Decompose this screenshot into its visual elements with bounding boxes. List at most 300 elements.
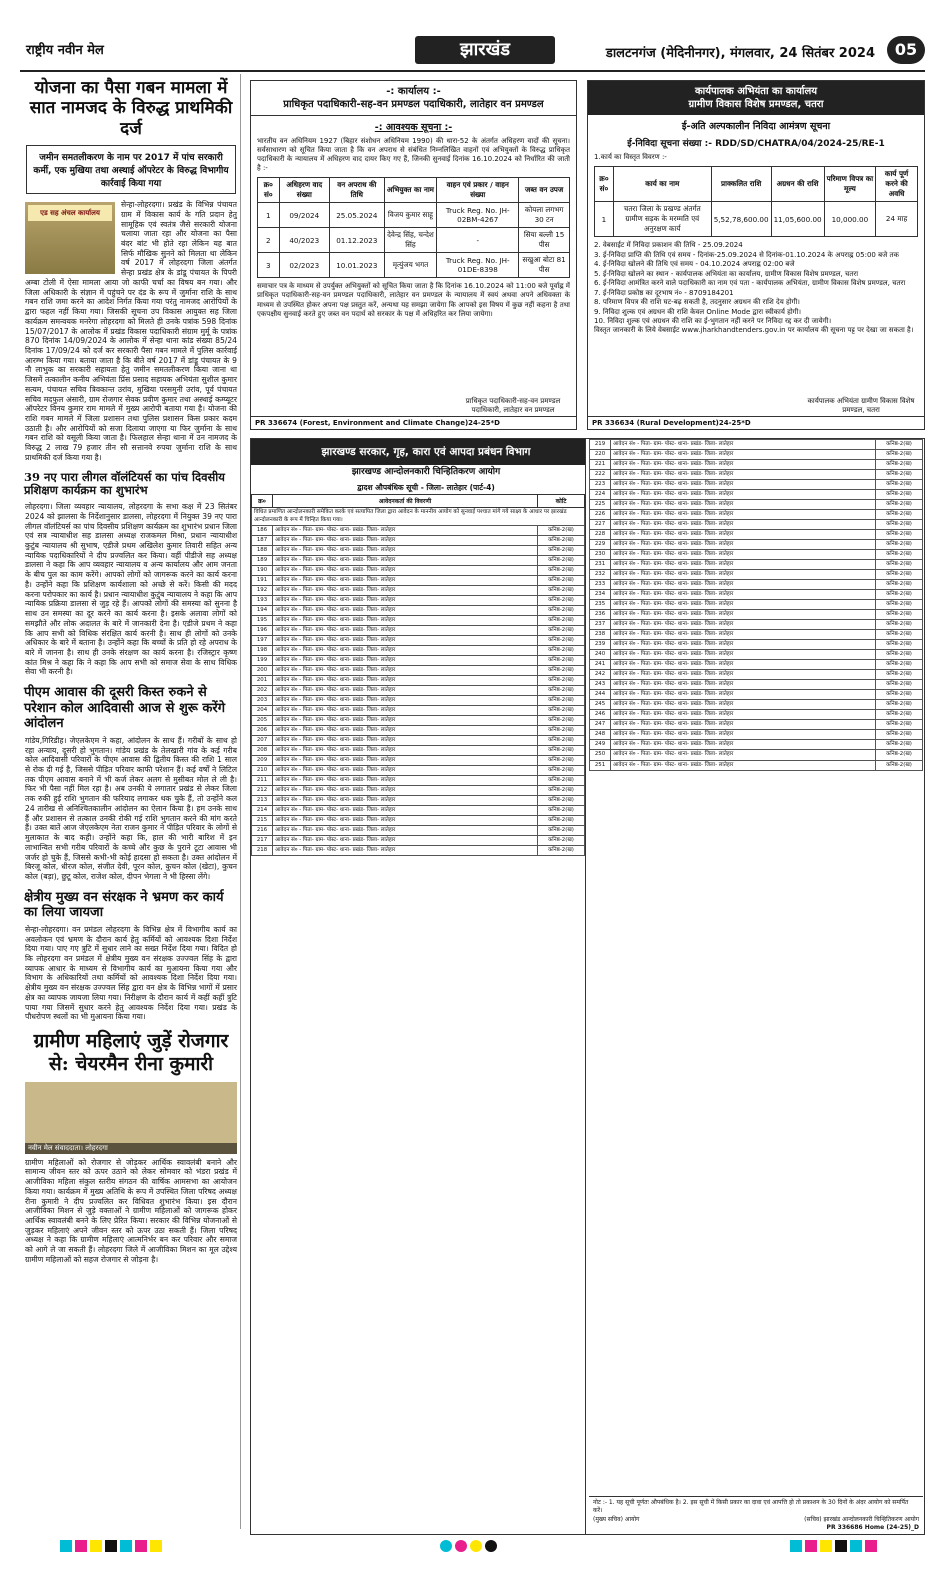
table-row xyxy=(252,796,585,806)
forest-notice-office: -: कार्यालय :- प्राधिकृत पदाधिकारी-सह-वन प्रमण्डल पदाधिकारी, लातेहार वन प्रमण्डल xyxy=(251,81,576,116)
row-details: आवेदन सं० - पिता- ग्राम- पोस्ट- थाना- प्रखंड- जिला- लातेहार xyxy=(273,826,538,836)
row-category: कनिष्ठ-2(ख) xyxy=(876,550,923,560)
row-serial: 241 xyxy=(590,660,611,670)
row-serial: 218 xyxy=(252,846,273,856)
forest-notice-closing: समाचार पत्र के माध्यम से उपर्युक्त अभियुक्तों को सूचित किया जाता है कि दिनांक 16.10.2024 को 11:00 बजे पूर्वाह्न में प्राधिकृत पदाधिकारी-सह-वन प्रमण्डल पदाधिकारी, लातेहार वन प्रमण्डल के न्यायालय में स्वयं अथवा अपने अधिवक्ता के माध्यम से उपस्थित होकर अपना पक्ष प्रस्तुत करें, अन्यथा यह समझा जायेगा कि आपको इस विषय में कुछ नहीं कहना है तथा एकपक्षीय सुनवाई करते हुए जब्त वन पदार्थ को सरकार के पक्ष में अधिहरित कर लिया जायेगा। xyxy=(257,282,570,318)
row-details: आवेदन सं० - पिता- ग्राम- पोस्ट- थाना- प्रखंड- जिला- लातेहार xyxy=(273,676,538,686)
row-category: कनिष्ठ-2(ख) xyxy=(876,500,923,510)
row-category: कनिष्ठ-2(ख) xyxy=(538,656,585,666)
row-details: आवेदन सं० - पिता- ग्राम- पोस्ट- थाना- प्रखंड- जिला- लातेहार xyxy=(273,566,538,576)
row-category: कनिष्ठ-2(ख) xyxy=(876,470,923,480)
row-category: कनिष्ठ-2(ख) xyxy=(876,690,923,700)
row-serial: 247 xyxy=(590,720,611,730)
row-details: आवेदन सं० - पिता- ग्राम- पोस्ट- थाना- प्रखंड- जिला- लातेहार xyxy=(611,760,876,770)
list-item: 7. ई-निविदा प्रकोष्ठ का दूरभाष नं० - 8709184201 xyxy=(594,288,734,297)
row-details: आवेदन सं० - पिता- ग्राम- पोस्ट- थाना- प्रखंड- जिला- लातेहार xyxy=(611,460,876,470)
row-category: कनिष्ठ-2(ख) xyxy=(538,686,585,696)
story3-headline: पीएम आवास की दूसरी किस्त रुकने से परेशान कोल आदिवासी आज से शुरू करेंगे आंदोलन xyxy=(24,685,226,732)
row-category: कनिष्ठ-2(ख) xyxy=(876,580,923,590)
row-serial: 216 xyxy=(252,826,273,836)
row-details: आवेदन सं० - पिता- ग्राम- पोस्ट- थाना- प्रखंड- जिला- लातेहार xyxy=(273,576,538,586)
table-row xyxy=(590,740,923,750)
row-category: कनिष्ठ-2(ख) xyxy=(538,796,585,806)
row-details: आवेदन सं० - पिता- ग्राम- पोस्ट- थाना- प्रखंड- जिला- लातेहार xyxy=(273,616,538,626)
table-row xyxy=(252,776,585,786)
table-row xyxy=(252,826,585,836)
row-details: आवेदन सं० - पिता- ग्राम- पोस्ट- थाना- प्रखंड- जिला- लातेहार xyxy=(611,560,876,570)
table-row xyxy=(252,746,585,756)
row-category: कनिष्ठ-2(ख) xyxy=(876,600,923,610)
print-color-bar-center xyxy=(440,1537,500,1549)
row-details: आवेदन सं० - पिता- ग्राम- पोस्ट- थाना- प्रखंड- जिला- लातेहार xyxy=(273,786,538,796)
row-category: कनिष्ठ-2(ख) xyxy=(538,836,585,846)
row-serial: 190 xyxy=(252,566,273,576)
table-row xyxy=(590,500,923,510)
row-serial: 213 xyxy=(252,796,273,806)
row-serial: 239 xyxy=(590,640,611,650)
table-row xyxy=(252,576,585,586)
row-details: आवेदन सं० - पिता- ग्राम- पोस्ट- थाना- प्रखंड- जिला- लातेहार xyxy=(611,570,876,580)
row-serial: 248 xyxy=(590,730,611,740)
print-color-bar-left xyxy=(60,1537,165,1549)
row-serial: 192 xyxy=(252,586,273,596)
table-row xyxy=(252,806,585,816)
story2-headline: 39 नए पारा लीगल वॉलंटियर्स का पांच दिवसीय प्रशिक्षण कार्यक्रम का शुभारंभ xyxy=(24,469,225,498)
row-details: आवेदन सं० - पिता- ग्राम- पोस्ट- थाना- प्रखंड- जिला- लातेहार xyxy=(273,636,538,646)
row-details: आवेदन सं० - पिता- ग्राम- पोस्ट- थाना- प्रखंड- जिला- लातेहार xyxy=(611,610,876,620)
row-category: कनिष्ठ-2(ख) xyxy=(876,480,923,490)
table-row xyxy=(252,696,585,706)
row-category: कनिष्ठ-2(ख) xyxy=(876,570,923,580)
table-row xyxy=(252,726,585,736)
row-category: कनिष्ठ-2(ख) xyxy=(538,666,585,676)
story4-headline: क्षेत्रीय मुख्य वन संरक्षक ने भ्रमण कर कार्य का लिया जायजा xyxy=(24,889,224,921)
row-serial: 223 xyxy=(590,480,611,490)
home-notice-left-column xyxy=(251,439,586,1534)
row-category: कनिष्ठ-2(ख) xyxy=(876,460,923,470)
paper-name: राष्ट्रीय नवीन मेल xyxy=(26,43,104,58)
row-category: कनिष्ठ-2(ख) xyxy=(538,736,585,746)
row-serial: 234 xyxy=(590,590,611,600)
story5-headline: ग्रामीण महिलाएं जुड़ें रोजगार से: चेयरमैन रीना कुमारी xyxy=(33,1030,229,1075)
dateline: डालटनगंज (मेदिनीनगर), मंगलवार, 24 सितंबर 2024 xyxy=(605,46,875,61)
row-details: आवेदन सं० - पिता- ग्राम- पोस्ट- थाना- प्रखंड- जिला- लातेहार xyxy=(611,650,876,660)
home-notice-signature-right: (सचिव) झारखंड आन्दोलनकारी चिन्हितिकरण आयोग xyxy=(804,1516,919,1524)
row-details: आवेदन सं० - पिता- ग्राम- पोस्ट- थाना- प्रखंड- जिला- लातेहार xyxy=(273,836,538,846)
row-serial: 187 xyxy=(252,535,273,545)
row-serial: 246 xyxy=(590,710,611,720)
table-row xyxy=(252,656,585,666)
table-row xyxy=(590,490,923,500)
table-row xyxy=(252,525,585,535)
row-details: आवेदन सं० - पिता- ग्राम- पोस्ट- थाना- प्रखंड- जिला- लातेहार xyxy=(611,580,876,590)
row-category: कनिष्ठ-2(ख) xyxy=(538,626,585,636)
row-details: आवेदन सं० - पिता- ग्राम- पोस्ट- थाना- प्रखंड- जिला- लातेहार xyxy=(611,600,876,610)
row-serial: 251 xyxy=(590,760,611,770)
row-serial: 232 xyxy=(590,570,611,580)
home-notice-header: झारखण्ड सरकार, गृह, कारा एवं आपदा प्रबंधन विभाग xyxy=(251,439,586,465)
row-serial: 199 xyxy=(252,656,273,666)
row-category: कनिष्ठ-2(ख) xyxy=(538,806,585,816)
rural-notice xyxy=(587,80,925,430)
row-details: आवेदन सं० - पिता- ग्राम- पोस्ट- थाना- प्रखंड- जिला- लातेहार xyxy=(611,660,876,670)
row-serial: 245 xyxy=(590,700,611,710)
table-row xyxy=(590,450,923,460)
table-row xyxy=(590,680,923,690)
row-category: कनिष्ठ-2(ख) xyxy=(538,726,585,736)
table-row xyxy=(590,640,923,650)
row-serial: 188 xyxy=(252,546,273,556)
table-row xyxy=(252,786,585,796)
row-serial: 244 xyxy=(590,690,611,700)
table-row xyxy=(252,636,585,646)
row-category: कनिष्ठ-2(ख) xyxy=(538,586,585,596)
row-serial: 186 xyxy=(252,525,273,535)
row-serial: 250 xyxy=(590,750,611,760)
row-serial: 209 xyxy=(252,756,273,766)
row-details: आवेदन सं० - पिता- ग्राम- पोस्ट- थाना- प्रखंड- जिला- लातेहार xyxy=(273,776,538,786)
forest-notice-pr: PR 336674 (Forest, Environment and Climate Change)24-25*D xyxy=(251,416,576,429)
home-notice-pr: PR 336686 Home (24-25)_D xyxy=(826,1524,919,1532)
row-category: कनिष्ठ-2(ख) xyxy=(876,660,923,670)
page-number: 05 xyxy=(887,36,925,64)
row-details: आवेदन सं० - पिता- ग्राम- पोस्ट- थाना- प्रखंड- जिला- लातेहार xyxy=(273,666,538,676)
row-serial: 198 xyxy=(252,646,273,656)
row-details: आवेदन सं० - पिता- ग्राम- पोस्ट- थाना- प्रखंड- जिला- लातेहार xyxy=(611,640,876,650)
table-row xyxy=(252,716,585,726)
row-details: आवेदन सं० - पिता- ग्राम- पोस्ट- थाना- प्रखंड- जिला- लातेहार xyxy=(611,710,876,720)
table-row xyxy=(590,570,923,580)
row-serial: 189 xyxy=(252,556,273,566)
list-item: विस्तृत जानकारी के लिये वेबसाईट www.jharkhandtenders.gov.in पर कार्यालय की सूचना पट्ट पर देखा जा सकता है। xyxy=(594,326,914,335)
table-row xyxy=(590,540,923,550)
list-item: 8. परिमाण विपत्र की राशि घट-बढ़ सकती है, तदनुसार अग्रधन की राशि देय होगी। xyxy=(594,298,800,307)
list-item: 3. ई-निविदा प्राप्ति की तिथि एवं समय - दिनांक-25.09.2024 से दिनांक-01.10.2024 के अपराह्न 05:00 बजे तक xyxy=(594,250,899,259)
row-serial: 225 xyxy=(590,500,611,510)
table-row xyxy=(590,600,923,610)
story1-headline: योजना का पैसा गबन मामला में सात नामजद के विरुद्ध प्राथमिकी दर्ज xyxy=(29,78,233,139)
forest-notice-table: क्र० सं० अधिहरण वाद संख्या वन अपराध की तिथि अभियुक्त का नाम वाहन एवं प्रकार / वाहन संख्या जब्त वन उपज 1 09/2024 25.05.2024 विजय कुमार साहू Truck Reg. No. JH-02BM-4267 कोयला लगभग 30 टन 2 40/2023 01.12.2023 देवेन्द्र सिंह, चन्देश सिंह - सिया बल्ली 15 पीस 3 02/2023 10.01.2023 मृत्युंजय भगत Truck Reg. No. JH-01DE-8398 सखुआ बोटा 81 पीस xyxy=(257,177,570,278)
row-category: कनिष्ठ-2(ख) xyxy=(876,440,923,450)
row-serial: 230 xyxy=(590,550,611,560)
rural-notice-pr: PR 336634 (Rural Development)24-25*D xyxy=(588,416,924,429)
table-row xyxy=(590,730,923,740)
row-serial: 222 xyxy=(590,470,611,480)
rural-notice-tender-no: ई-निविदा सूचना संख्या :- RDD/SD/CHATRA/04/2024-25/RE-1 xyxy=(627,139,885,149)
row-category: कनिष्ठ-2(ख) xyxy=(876,450,923,460)
row-serial: 203 xyxy=(252,696,273,706)
row-category: कनिष्ठ-2(ख) xyxy=(876,680,923,690)
table-row xyxy=(590,530,923,540)
section-title: झारखंड xyxy=(415,36,555,64)
story5-photo-caption: नवीन मेल संवाददाता। लोहरदगा xyxy=(25,1143,237,1154)
row-details: आवेदन सं० - पिता- ग्राम- पोस्ट- थाना- प्रखंड- जिला- लातेहार xyxy=(611,700,876,710)
row-serial: 215 xyxy=(252,816,273,826)
row-details: आवेदन सं० - पिता- ग्राम- पोस्ट- थाना- प्रखंड- जिला- लातेहार xyxy=(273,596,538,606)
row-details: आवेदन सं० - पिता- ग्राम- पोस्ट- थाना- प्रखंड- जिला- लातेहार xyxy=(273,756,538,766)
row-serial: 204 xyxy=(252,706,273,716)
row-details: आवेदन सं० - पिता- ग्राम- पोस्ट- थाना- प्रखंड- जिला- लातेहार xyxy=(273,626,538,636)
row-serial: 217 xyxy=(252,836,273,846)
home-notice-footer: नोट :- 1. यह सूची पूर्णतः औपबंधिक है। 2. इस सूची में किसी प्रकार का दावा एवं आपत्ति हो तो प्रकाशन के 30 दिनों के अंदर आयोग को समर्पित करें। (मुख्य सचिव) आयोग (सचिव) झारखंड आन्दोलनकारी चिन्हितिकरण आयोग PR 336686 Home (24-25)_D xyxy=(589,1496,923,1534)
forest-notice-title: -: आवश्यक सूचना :- xyxy=(374,122,453,133)
row-details: आवेदन सं० - पिता- ग्राम- पोस्ट- थाना- प्रखंड- जिला- लातेहार xyxy=(611,480,876,490)
table-row xyxy=(252,646,585,656)
table-row xyxy=(252,676,585,686)
row-category: कनिष्ठ-2(ख) xyxy=(876,490,923,500)
row-serial: 233 xyxy=(590,580,611,590)
row-category: कनिष्ठ-2(ख) xyxy=(538,696,585,706)
row-serial: 226 xyxy=(590,510,611,520)
row-category: कनिष्ठ-2(ख) xyxy=(876,610,923,620)
table-row xyxy=(590,610,923,620)
rural-notice-items xyxy=(588,241,924,335)
table-row xyxy=(590,590,923,600)
table-row xyxy=(252,546,585,556)
home-notice-intro: विधित प्रमाणित आन्दोलनकारी समेकित करके एवं सत्यापित जिला द्वारा आवेदन के माननीय आयोग को सुनवाई पश्चात मांगे गये साक्ष्य के आधार पर झारखंड आन्दोलनकारी के रूप में चिन्हित किया गया। xyxy=(252,508,585,526)
row-details: आवेदन सं० - पिता- ग्राम- पोस्ट- थाना- प्रखंड- जिला- लातेहार xyxy=(273,586,538,596)
table-row xyxy=(252,816,585,826)
row-serial: 210 xyxy=(252,766,273,776)
story3-body: गांडेय,गिरिडीह। जेएलकेएम ने कहा, आंदोलन के साथ हैं। गरीबों के साथ हो रहा अन्याय, दूसरी हो भुगतान। गांडेय प्रखंड के तेलखारी गांव के कई गरीब कोल आदिवासी परिवारों के पीएम आवास की द्वितीय किस्त की राशि 1 साल से रोक दी गई है, जिससे पीड़ित परिवार काफी परेशान हैं। कई वर्षों ने लिटिल तक पीएम आवास बनाने में भी कर्ज लेकर अलग से मुसीबत मोल ले ली है। फिर भी पैसा नहीं मिल रहा है। अब उनकी ये लगातार प्रखंड से लेकर जिला तक रुकी हुई राशि भुगतान की फरियाद लगाकर थक चुके हैं, तो उन्होंने कल 24 तारीख से अनिश्चितकालीन आंदोलन का ऐलान किया है। हम उनके साथ हैं और प्रशासन से तत्काल उनकी रोकी गई राशि भुगतान करने की मांग करते हैं। उक्त बातें आज जेएलकेएम नेता राजन कुमार ने पीड़ित परिवार के लोगों से मुलाकात के बाद कही। उन्होंने कहा कि, हाल की भारी बारिश में इन लाभान्वित सभी गरीब परिवारों के कच्चे और कुछ के पुराने टूटा आवास भी जर्जर हो चुके हैं, जिससे कभी-भी कोई हादसा हो सकता है। उक्त आंदोलन में बिरजू कोल, धीरज कोल, संजीत देवी, पूरन कोल, कुचन कोल (खेटा), कुचन कोल (बड़ा), छुटू कोल, राजेश कोल, दीपन भेगला ने भी हिस्सा लेंगे। xyxy=(25,735,237,881)
table-row: 2 40/2023 01.12.2023 देवेन्द्र सिंह, चन्देश सिंह - सिया बल्ली 15 पीस xyxy=(258,228,570,253)
table-row xyxy=(252,616,585,626)
row-category: कनिष्ठ-2(ख) xyxy=(876,740,923,750)
list-item: 5. ई-निविदा खोलने का स्थान - कार्यपालक अभियंता का कार्यालय, ग्रामीण विकास विशेष प्रमण्डल, चतरा xyxy=(594,269,859,278)
row-category: कनिष्ठ-2(ख) xyxy=(876,630,923,640)
table-row xyxy=(590,700,923,710)
row-category: कनिष्ठ-2(ख) xyxy=(538,596,585,606)
rural-notice-office: कार्यपालक अभियंता का कार्यालय ग्रामीण विकास विशेष प्रमण्डल, चतरा xyxy=(588,81,924,115)
table-row xyxy=(590,550,923,560)
row-serial: 212 xyxy=(252,786,273,796)
story5-body: ग्रामीण महिलाओं को रोजगार से जोड़कर आर्थिक स्वावलंबी बनाने और सामान्य जीवन स्तर को ऊपर उठाने को लेकर सोमवार को भंडरा प्रखंड में आजीविका महिला संकुल स्तरीय संगठन की वार्षिक आमसभा का आयोजन किया गया। कार्यक्रम में मुख्य अतिथि के रूप में उपस्थित जिला परिषद अध्यक्ष रीना कुमारी ने दीप प्रज्वलित कर विधिवत शुभारंभ किया। इस दौरान आजीविका मिशन से जुड़े वक्ताओं ने ग्रामीण महिलाओं को जागरूक होकर आर्थिक स्वावलंबी बनने के लिए प्रेरित किया। सरकार की विभिन्न योजनाओं से जुड़कर महिलाएं अपने जीवन स्तर को ऊपर उठा सकती हैं। जिला परिषद अध्यक्ष ने कहा कि ग्रामीण महिलाएं आत्मनिर्भर बन कर परिवार और समाज को आगे ले जा सकती हैं। लोहरदगा जिले में आजीविका मिशन का मूल उद्देश्य ग्रामीण महिलाओं को सहज रोजगार से जोड़ना है। xyxy=(25,1157,237,1264)
row-category: कनिष्ठ-2(ख) xyxy=(538,746,585,756)
table-row xyxy=(252,556,585,566)
row-category: कनिष्ठ-2(ख) xyxy=(538,616,585,626)
table-row xyxy=(590,710,923,720)
row-serial: 211 xyxy=(252,776,273,786)
row-details: आवेदन सं० - पिता- ग्राम- पोस्ट- थाना- प्रखंड- जिला- लातेहार xyxy=(611,730,876,740)
row-serial: 237 xyxy=(590,620,611,630)
row-details: आवेदन सं० - पिता- ग्राम- पोस्ट- थाना- प्रखंड- जिला- लातेहार xyxy=(273,646,538,656)
row-details: आवेदन सं० - पिता- ग्राम- पोस्ट- थाना- प्रखंड- जिला- लातेहार xyxy=(273,556,538,566)
story1-subhead: जमीन समतलीकरण के नाम पर 2017 में पांच सरकारी कर्मी, एक मुखिया तथा अस्थाई ऑपरेटर के विरुद्ध विभागीय कार्रवाई किया गया xyxy=(26,145,236,194)
row-details: आवेदन सं० - पिता- ग्राम- पोस्ट- थाना- प्रखंड- जिला- लातेहार xyxy=(611,440,876,450)
row-details: आवेदन सं० - पिता- ग्राम- पोस्ट- थाना- प्रखंड- जिला- लातेहार xyxy=(611,500,876,510)
table-row xyxy=(590,750,923,760)
row-details: आवेदन सं० - पिता- ग्राम- पोस्ट- थाना- प्रखंड- जिला- लातेहार xyxy=(273,846,538,856)
table-row xyxy=(590,510,923,520)
table-row xyxy=(590,560,923,570)
row-category: कनिष्ठ-2(ख) xyxy=(876,540,923,550)
row-category: कनिष्ठ-2(ख) xyxy=(876,650,923,660)
row-details: आवेदन सं० - पिता- ग्राम- पोस्ट- थाना- प्रखंड- जिला- लातेहार xyxy=(273,796,538,806)
row-details: आवेदन सं० - पिता- ग्राम- पोस्ट- थाना- प्रखंड- जिला- लातेहार xyxy=(273,766,538,776)
row-category: कनिष्ठ-2(ख) xyxy=(538,706,585,716)
home-notice-right-column xyxy=(589,439,923,1534)
row-details: आवेदन सं० - पिता- ग्राम- पोस्ट- थाना- प्रखंड- जिला- लातेहार xyxy=(611,750,876,760)
row-category: कनिष्ठ-2(ख) xyxy=(876,720,923,730)
row-details: आवेदन सं० - पिता- ग्राम- पोस्ट- थाना- प्रखंड- जिला- लातेहार xyxy=(273,746,538,756)
row-category: कनिष्ठ-2(ख) xyxy=(538,766,585,776)
table-row xyxy=(252,706,585,716)
row-category: कनिष्ठ-2(ख) xyxy=(876,510,923,520)
row-category: कनिष्ठ-2(ख) xyxy=(876,750,923,760)
row-serial: 201 xyxy=(252,676,273,686)
table-row xyxy=(252,686,585,696)
row-details: आवेदन सं० - पिता- ग्राम- पोस्ट- थाना- प्रखंड- जिला- लातेहार xyxy=(273,535,538,545)
row-serial: 191 xyxy=(252,576,273,586)
row-details: आवेदन सं० - पिता- ग्राम- पोस्ट- थाना- प्रखंड- जिला- लातेहार xyxy=(611,520,876,530)
table-row xyxy=(590,690,923,700)
row-category: कनिष्ठ-2(ख) xyxy=(876,760,923,770)
rural-notice-work-label: 1.कार्य का विस्तृत विवरण :- xyxy=(594,153,667,161)
rural-notice-table: क्र० सं० कार्य का नाम प्राक्कलित राशि अग्रधन की राशि परिमाण विपत्र का मूल्य कार्य पूर्ण करने की अवधि 1 चतरा जिला के प्रखण्ड अंतर्गत ग्रामीण सड़क के मरम्मति एवं अनुरक्षण कार्य 5,52,78,600.00 11,05,600.00 10,000.00 24 माह xyxy=(594,166,918,237)
home-notice-subheader: झारखण्ड आन्दोलनकारी चिन्हितिकरण आयोग xyxy=(351,467,501,477)
table-row xyxy=(590,620,923,630)
row-details: आवेदन सं० - पिता- ग्राम- पोस्ट- थाना- प्रखंड- जिला- लातेहार xyxy=(273,726,538,736)
row-details: आवेदन सं० - पिता- ग्राम- पोस्ट- थाना- प्रखंड- जिला- लातेहार xyxy=(611,630,876,640)
row-category: कनिष्ठ-2(ख) xyxy=(538,816,585,826)
table-row: 1 चतरा जिला के प्रखण्ड अंतर्गत ग्रामीण सड़क के मरम्मति एवं अनुरक्षण कार्य 5,52,78,600.00 11,05,600.00 10,000.00 24 माह xyxy=(595,202,918,237)
row-category: कनिष्ठ-2(ख) xyxy=(538,546,585,556)
row-serial: 229 xyxy=(590,540,611,550)
list-item: 4. ई-निविदा खोलने की तिथि एवं समय - 04.10.2024 अपराह्न 02:00 बजे xyxy=(594,260,795,269)
row-serial: 200 xyxy=(252,666,273,676)
row-details: आवेदन सं० - पिता- ग्राम- पोस्ट- थाना- प्रखंड- जिला- लातेहार xyxy=(611,690,876,700)
row-details: आवेदन सं० - पिता- ग्राम- पोस्ट- थाना- प्रखंड- जिला- लातेहार xyxy=(611,540,876,550)
row-details: आवेदन सं० - पिता- ग्राम- पोस्ट- थाना- प्रखंड- जिला- लातेहार xyxy=(273,816,538,826)
row-serial: 243 xyxy=(590,680,611,690)
row-serial: 194 xyxy=(252,606,273,616)
story2-body: लोहरदगा। जिला व्यवहार न्यायालय, लोहरदगा के सभा कक्ष में 23 सितंबर 2024 को झालसा के निर्देशानुसार डालसा, लोहरदगा में नियुक्त 39 नए पारा लीगल वॉलंटियर्स का पांच दिवसीय प्रशिक्षण कार्यक्रम का शुभारंभ प्रधान जिला एवं सत्र न्यायाधीश सह डालसा अध्यक्ष राजकमल मिश्रा, प्रधान न्यायाधीश कुटुंब न्यायालय श्री सुभाष, एडीजे प्रथम अखिलेश कुमार तिवारी सहित अन्य न्यायिक पदाधिकारियों ने दीप प्रज्वलित कर किया। वहीं पीडीजे सह अध्यक्ष डालसा ने कहा कि आप व्यवहार न्यायालय व अन्य कार्यालय और आम जनता के बीच पुल का काम करेंगे। आपको लोगों को जागरूक करने का कार्य करना है। उन्होंने कहा कि प्रशिक्षण कार्यशाला को अच्छे से करें। किसी की मदद करना परोपकार का कार्य है। प्रधान न्यायाधीश कुटुंब न्यायालय ने कहा कि आप न्यायिक प्रक्रिया डालसा से जुड़ रहे हैं। आपको लोगों की समस्या को सुनना है साथ उन समस्या का दूर करने का कार्य करना है। इसके अलावा लोगों को समझौते और लोक अदालत के बारे में जानकारी देना है। एडीजे प्रथम ने कहा कि आप सभी को विधिक संरक्षित कार्य करनी है। साथ ही लोगों को उनके अधिकार के बारे में बताना है। उन्होंने कहा कि बच्चों के प्रति हो रहे अपराध के बारे में जानना है। साथ ही उनके संरक्षण का कार्य करना है। रजिस्ट्रार कृष्ण कांत मिश्र ने कहा कि ने कहा कि आप सभी को समाज सेवा के साथ विधिक सेवा भी करनी है। xyxy=(25,502,238,677)
forest-notice-intro: भारतीय वन अधिनियम 1927 (बिहार संशोधन अधिनियम 1990) की धारा-52 के अंतर्गत अधिहरण वादों की सूचना। सर्वसाधारण को सूचित किया जाता है कि वन अपराध से संबंधित निम्नलिखित वाहनों एवं अभियुक्तों के विरुद्ध प्राधिकृत पदाधिकारी के न्यायालय में अधिहरण वाद दायर किए गए हैं, जिनकी सुनवाई दिनांक 16.10.2024 को निर्धारित की जाती है :- xyxy=(257,137,570,173)
row-category: कनिष्ठ-2(ख) xyxy=(538,786,585,796)
row-details: आवेदन सं० - पिता- ग्राम- पोस्ट- थाना- प्रखंड- जिला- लातेहार xyxy=(611,550,876,560)
row-category: कनिष्ठ-2(ख) xyxy=(876,520,923,530)
row-serial: 240 xyxy=(590,650,611,660)
row-serial: 228 xyxy=(590,530,611,540)
row-category: कनिष्ठ-2(ख) xyxy=(538,716,585,726)
row-category: कनिष्ठ-2(ख) xyxy=(538,556,585,566)
table-row: 1 09/2024 25.05.2024 विजय कुमार साहू Truck Reg. No. JH-02BM-4267 कोयला लगभग 30 टन xyxy=(258,203,570,228)
table-row xyxy=(590,630,923,640)
table-row xyxy=(590,580,923,590)
row-details: आवेदन सं० - पिता- ग्राम- पोस्ट- थाना- प्रखंड- जिला- लातेहार xyxy=(273,686,538,696)
table-row xyxy=(252,606,585,616)
table-row xyxy=(252,836,585,846)
row-serial: 196 xyxy=(252,626,273,636)
list-item: 6. ई-निविदा आमंत्रित करने वाले पदाधिकारी का नाम एवं पता - कार्यपालक अभियंता, ग्रामीण विकास विशेष प्रमण्डल, चतरा xyxy=(594,279,906,288)
list-item: 9. निविदा शुल्क एवं अग्रधन की राशि केवल Online Mode द्वारा स्वीकार्य होगी। xyxy=(594,307,802,316)
row-details: आवेदन सं० - पिता- ग्राम- पोस्ट- थाना- प्रखंड- जिला- लातेहार xyxy=(611,530,876,540)
row-category: कनिष्ठ-2(ख) xyxy=(538,846,585,856)
row-category: कनिष्ठ-2(ख) xyxy=(538,826,585,836)
table-row xyxy=(252,756,585,766)
row-serial: 238 xyxy=(590,630,611,640)
row-category: कनिष्ठ-2(ख) xyxy=(538,606,585,616)
row-serial: 235 xyxy=(590,600,611,610)
table-row xyxy=(590,760,923,770)
row-serial: 236 xyxy=(590,610,611,620)
forest-notice-signature: प्राधिकृत पदाधिकारी-सह-वन प्रमण्डल पदाधिकारी, लातेहार वन प्रमण्डल xyxy=(465,396,561,414)
home-notice-right-table xyxy=(589,439,923,771)
row-category: कनिष्ठ-2(ख) xyxy=(538,676,585,686)
home-dept-notice xyxy=(250,438,925,1535)
home-notice-list-title: द्वादश औपबंधिक सूची - जिला- लातेहार (पार्ट-4) xyxy=(357,482,495,492)
row-category: कनिष्ठ-2(ख) xyxy=(876,620,923,630)
table-row xyxy=(590,460,923,470)
row-serial: 193 xyxy=(252,596,273,606)
list-item: 2. वेबसाईट में निविदा प्रकाशन की तिथि - 25.09.2024 xyxy=(594,241,743,250)
row-serial: 227 xyxy=(590,520,611,530)
home-notice-signature-left: (मुख्य सचिव) आयोग xyxy=(593,1516,640,1524)
rural-notice-tender-title: ई-अति अल्पकालीन निविदा आमंत्रण सूचना xyxy=(681,121,831,132)
table-row xyxy=(252,596,585,606)
row-serial: 224 xyxy=(590,490,611,500)
story5-photo xyxy=(25,1082,237,1154)
row-category: कनिष्ठ-2(ख) xyxy=(538,566,585,576)
row-details: आवेदन सं० - पिता- ग्राम- पोस्ट- थाना- प्रखंड- जिला- लातेहार xyxy=(611,670,876,680)
row-serial: 205 xyxy=(252,716,273,726)
row-category: कनिष्ठ-2(ख) xyxy=(876,670,923,680)
row-serial: 208 xyxy=(252,746,273,756)
story4-body: सेन्हा-लोहरदगा। वन प्रमंडल लोहरदगा के विभिन्न क्षेत्र में विभागीय कार्य का अवलोकन एवं भ्रमण के दौरान कार्य हेतु कर्मियों को आवश्यक दिशा निर्देश दिया गया। पाए गए त्रुटि में सुधार लाने का सख्त निर्देश दिया गया। विदित हो कि लोहरदगा वन प्रमंडल में क्षेत्रीय मुख्य वन संरक्षक उज्ज्वल सिंह के द्वारा व्यापक आधार के माध्यम से विभागीय कार्य का मुआयना किया गया और विभाग के अधिकारियों तथा कर्मियों को आवश्यक दिशा निर्देश दिया गया। क्षेत्रीय मुख्य वन संरक्षक उज्ज्वल सिंह द्वारा वन क्षेत्र के विभिन्न भागों में प्रसार क्षेत्र का व्यापक जायजा लिया गया। निरीक्षण के दौरान कार्य में कहीं कहीं त्रुटि पाया गया जिसमें सुधार करने हेतु आवश्यक निर्देश दिया गया। प्रखंड के पौधरोपण स्थलों का भी मुआयना किया गया। xyxy=(25,924,237,1022)
table-row xyxy=(590,470,923,480)
row-category: कनिष्ठ-2(ख) xyxy=(876,590,923,600)
forest-notice xyxy=(250,80,577,430)
table-row xyxy=(252,586,585,596)
table-row xyxy=(252,566,585,576)
row-serial: 242 xyxy=(590,670,611,680)
row-category: कनिष्ठ-2(ख) xyxy=(538,756,585,766)
row-serial: 206 xyxy=(252,726,273,736)
row-serial: 219 xyxy=(590,440,611,450)
story1-body: सेन्हा-लोहरदगा। प्रखंड के विभिन्न पंचायत ग्राम में विकास कार्य के गति प्रदान हेतु सामूहिक एवं स्वतंत्र जैसे सरकारी योजना चलाया जाता रहा और योजना का पैसा बंदर बांट भी होते रहा लेकिन यह बात सिर्फ मौखिक सुनने को मिलता था लेकिन वर्ष 2017 में लोहरदगा जिला अंतर्गत सेन्हा प्रखंड क्षेत्र के डांडू पंचायत के पिपरी अम्बा टोली में ऐसा मामला आया जो काफी चर्चा का विषय बन गया। और जिला अधिकारी के संज्ञान में पहुंचने पर दंड के रूप में जुर्माना राशि के साथ गबन राशि जमा करने का आदेश निर्गत किया गया परंतु नामजद आरोपियों के द्वारा फहल नहीं किया गया। जिसकी सूचना उप विकास आयुक्त सह जिला कार्यक्रम समन्वयक मनरेगा लोहरदगा को मिलते ही उनके पत्रांक 598 दिनांक 15/07/2017 के आलोक में प्रखंड विकास पदाधिकारी संग्राम मुर्मू के पत्रांक 870 दिनांक 14/09/2024 के आलोक में सेन्हा थाना कांड संख्या 85/24 दिनांक 17/09/24 को दर्ज कर सरकारी पैसा गबन मामले में पुलिस कार्रवाई आरम्भ किया गया। बताया जाता है कि बीते वर्ष 2017 में डांडू पंचायत के 9 नौ लाभुक का सरकारी सहायता हेतु जमीन समतलीकरण किया जाना था जिसमें तत्कालीन कनीय अभियंता प्रिंस प्रसाद सहायक अभियंता सुशील कुमार सत्यम, पंचायत सचिव त्रिवकान्त उरांव, मुखिया परसमुनी उरांव, पूर्व पंचायत सचिव मदफुल अंसारी, ग्राम रोजगार सेवक प्रवीण कुमार तथा अस्थाई कम्प्यूटर ऑपरेटर विनय कुमार राम मामले में मुख्य आरोपी बताया गया है। योजना की राशि गबन मामले में जिला प्रशासन तथा पुलिस प्रशासन किस प्रकार कदम उठाती है। और आरोपियों को सजा दिलाया जाएगा या फिर जुर्माना के साथ गबन राशि को वसूली किया जाता है। फिलहाल सेन्हा थाना में उन नामजद के विरुद्ध 2 लाख 79 हजार तीन सौ सत्तानवे रुपया जुर्माना राशि के साथ प्राथमिकी दर्ज किया गया है। xyxy=(25,200,237,462)
table-row xyxy=(590,520,923,530)
row-category: कनिष्ठ-2(ख) xyxy=(876,530,923,540)
row-serial: 231 xyxy=(590,560,611,570)
story1-photo xyxy=(25,202,115,274)
table-row xyxy=(252,626,585,636)
table-row: 3 02/2023 10.01.2023 मृत्युंजय भगत Truck Reg. No. JH-01DE-8398 सखुआ बोटा 81 पीस xyxy=(258,253,570,278)
row-details: आवेदन सं० - पिता- ग्राम- पोस्ट- थाना- प्रखंड- जिला- लातेहार xyxy=(611,590,876,600)
row-details: आवेदन सं० - पिता- ग्राम- पोस्ट- थाना- प्रखंड- जिला- लातेहार xyxy=(273,736,538,746)
row-serial: 220 xyxy=(590,450,611,460)
row-serial: 197 xyxy=(252,636,273,646)
row-category: कनिष्ठ-2(ख) xyxy=(538,576,585,586)
row-serial: 214 xyxy=(252,806,273,816)
row-category: कनिष्ठ-2(ख) xyxy=(538,636,585,646)
row-serial: 249 xyxy=(590,740,611,750)
rural-notice-signature: कार्यपालक अभियंता ग्रामीण विकास विशेष प्रमण्डल, चतरा xyxy=(807,396,915,414)
table-row xyxy=(590,670,923,680)
row-details: आवेदन सं० - पिता- ग्राम- पोस्ट- थाना- प्रखंड- जिला- लातेहार xyxy=(611,510,876,520)
row-category: कनिष्ठ-2(ख) xyxy=(876,640,923,650)
list-item: 10. निविदा शुल्क एवं अग्रधन की राशि का ई-भुगतान नहीं करने पर निविदा रद्द कर दी जायेगी। xyxy=(594,316,832,325)
left-news-column xyxy=(22,74,241,1529)
row-details: आवेदन सं० - पिता- ग्राम- पोस्ट- थाना- प्रखंड- जिला- लातेहार xyxy=(273,696,538,706)
row-category: कनिष्ठ-2(ख) xyxy=(876,730,923,740)
table-row xyxy=(252,666,585,676)
row-details: आवेदन सं० - पिता- ग्राम- पोस्ट- थाना- प्रखंड- जिला- लातेहार xyxy=(611,680,876,690)
row-details: आवेदन सं० - पिता- ग्राम- पोस्ट- थाना- प्रखंड- जिला- लातेहार xyxy=(611,450,876,460)
row-serial: 221 xyxy=(590,460,611,470)
story1-photo-sign: एड सह अंचल कार्यालय xyxy=(28,205,112,221)
row-category: कनिष्ठ-2(ख) xyxy=(876,710,923,720)
row-category: कनिष्ठ-2(ख) xyxy=(538,535,585,545)
